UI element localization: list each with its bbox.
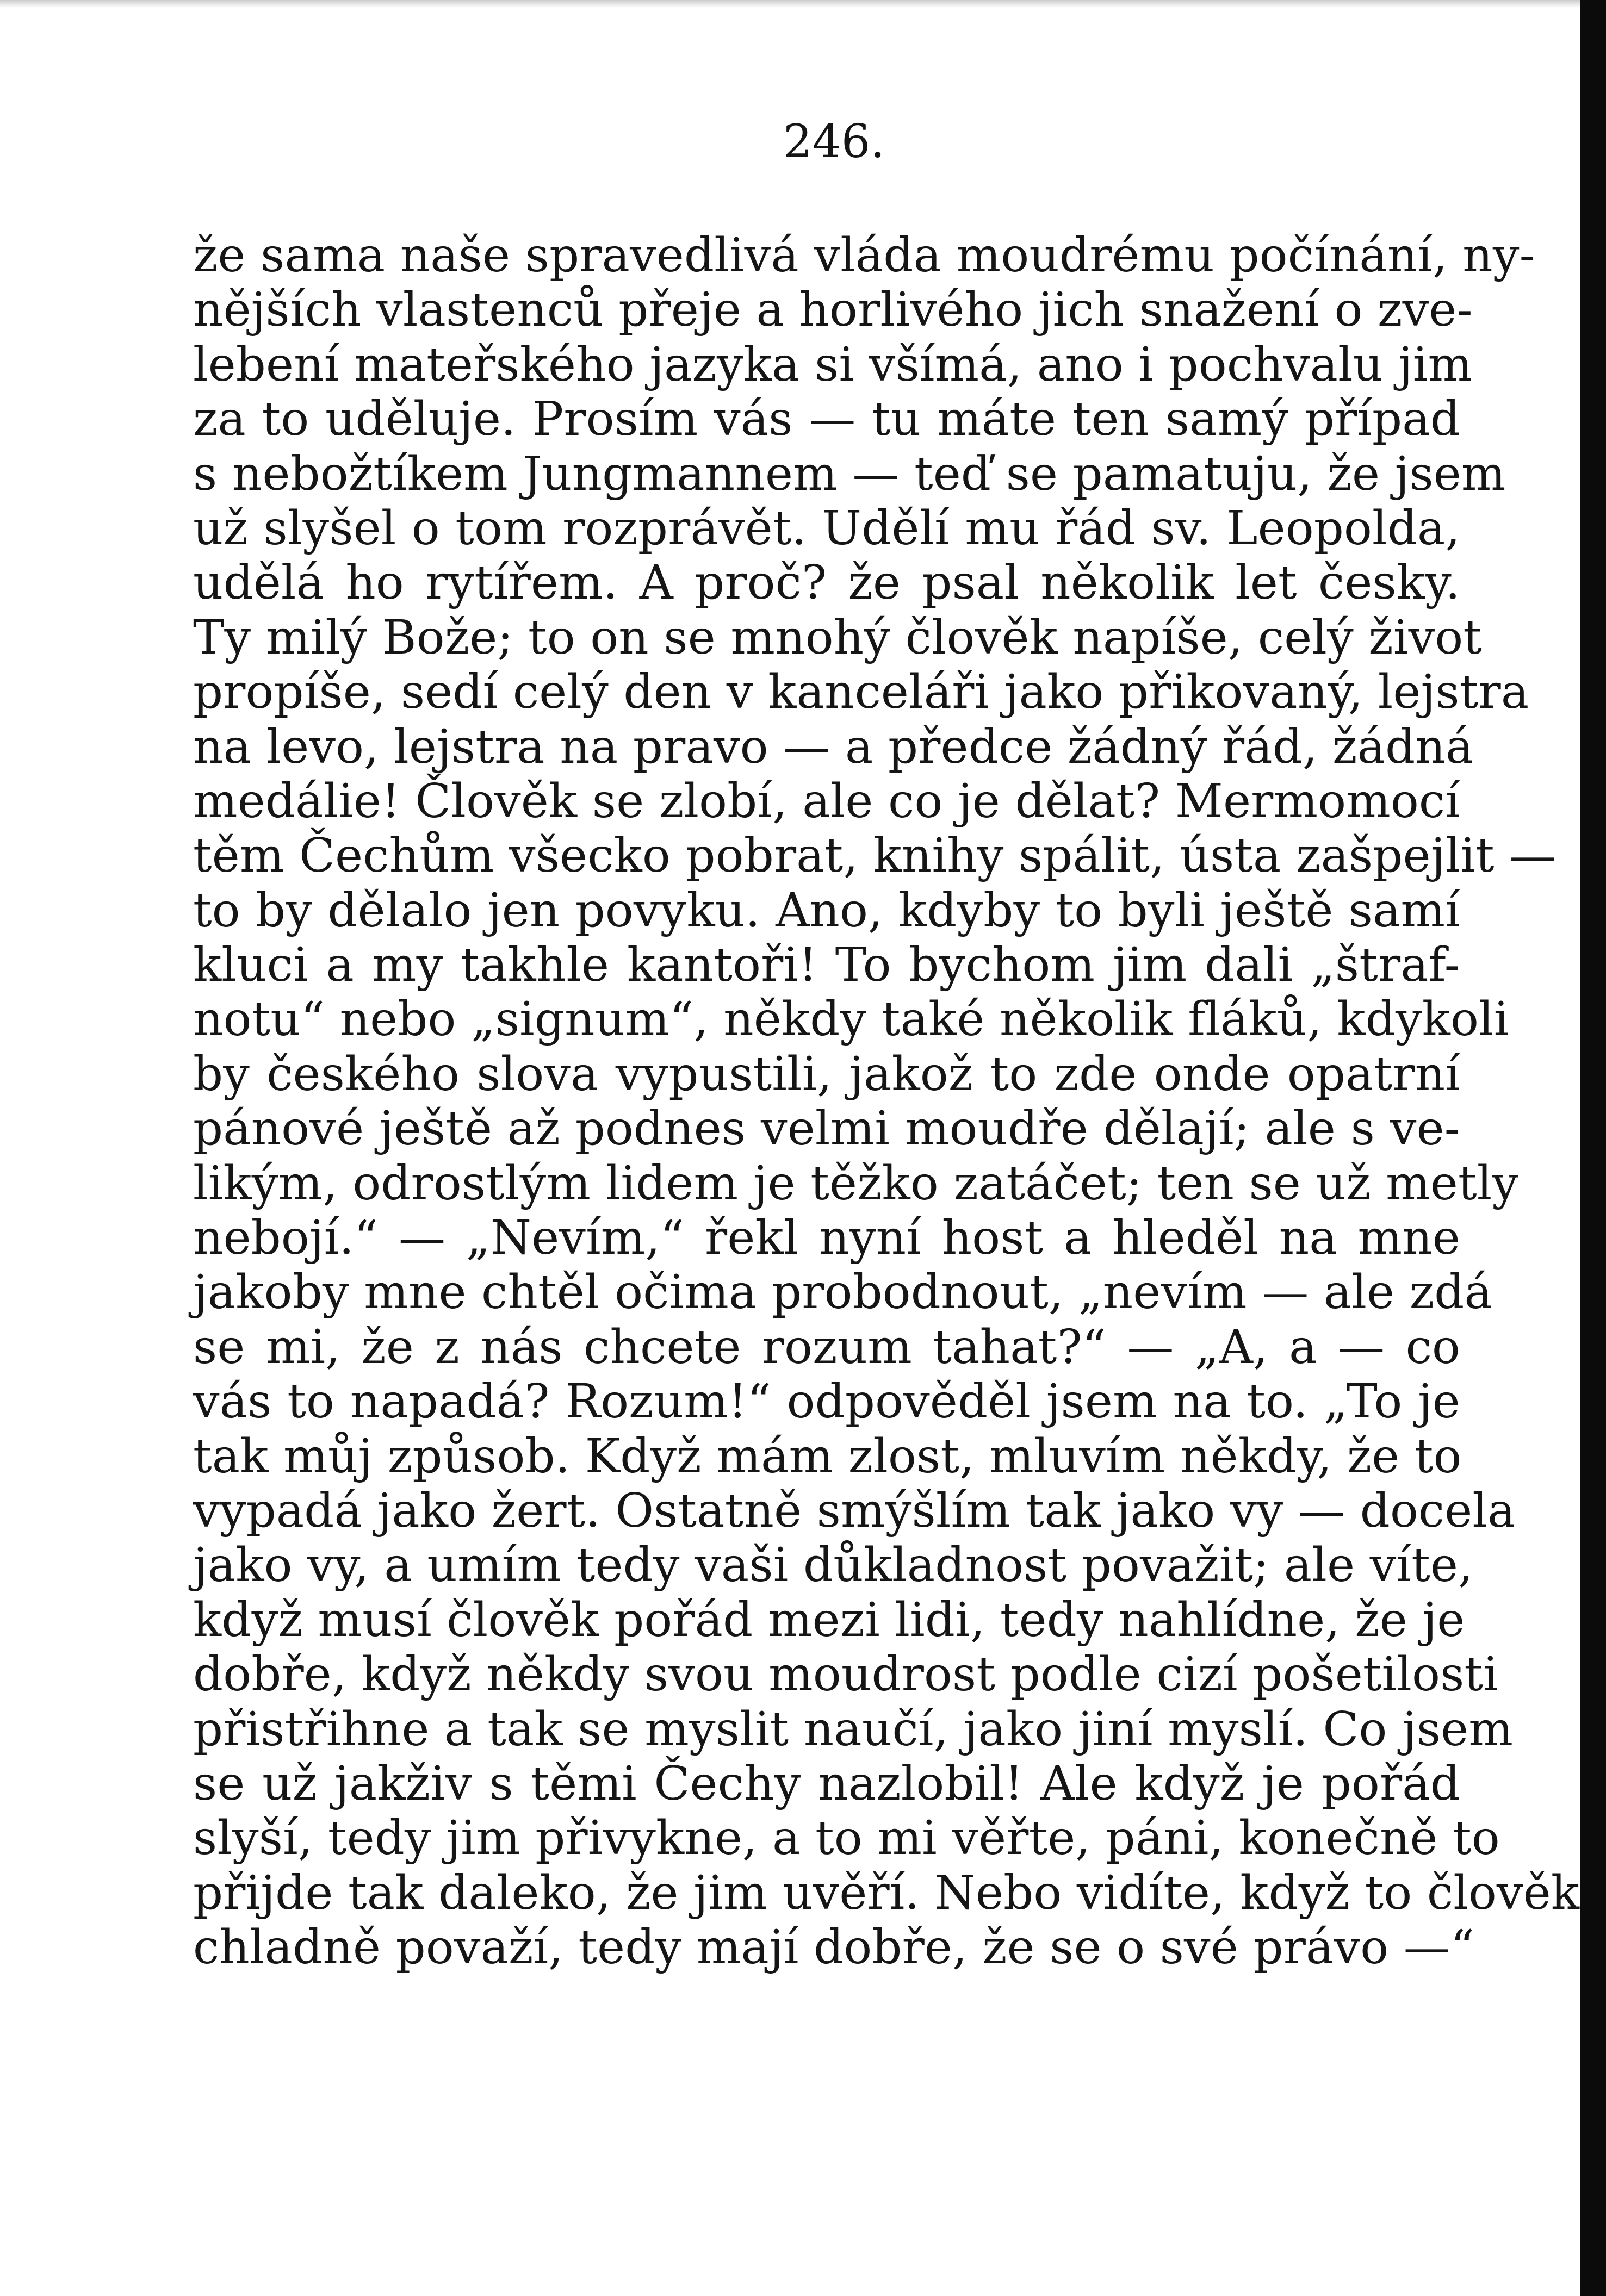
text-line: likým, odrostlým lidem je těžko zatáčet; ten se už metly <box>193 1156 1519 1211</box>
page-top-edge <box>0 0 1580 8</box>
text-line: to by dělalo jen povyku. Ano, kdyby to byli ještě samí <box>193 883 1460 938</box>
scan-border <box>1580 0 1606 2296</box>
text-line: jako vy, a umím tedy vaši důkladnost považit; ale víte, <box>193 1538 1473 1593</box>
text-line: tak můj způsob. Když mám zlost, mluvím někdy, že to <box>193 1429 1462 1484</box>
text-line: chladně považí, tedy mají dobře, že se o své právo —“ <box>193 1920 1475 1975</box>
text-line: s nebožtíkem Jungmannem — teď se pamatuju, že jsem <box>193 446 1506 501</box>
text-line: už slyšel o tom rozprávět. Udělí mu řád sv. Leopolda, <box>193 501 1460 556</box>
text-line: přijde tak daleko, že jim uvěří. Nebo vidíte, když to člověk <box>193 1865 1580 1920</box>
text-line: se mi, že z nás chcete rozum tahat?“ — „A, a — co <box>193 1320 1460 1374</box>
body-text <box>193 228 1580 1975</box>
text-line: vás to napadá? Rozum!“ odpověděl jsem na to. „To je <box>193 1374 1460 1429</box>
text-line: nějších vlastenců přeje a horlivého jich snažení o zve- <box>193 283 1473 338</box>
text-line: na levo, lejstra na pravo — a předce žádný řád, žádná <box>193 719 1474 774</box>
text-line: se už jakživ s těmi Čechy nazlobil! Ale když je pořád <box>193 1756 1460 1811</box>
text-line: notu“ nebo „signum“, někdy také několik fláků, kdykoli <box>193 992 1509 1047</box>
text-line: vypadá jako žert. Ostatně smýšlím tak jako vy — docela <box>193 1483 1516 1538</box>
text-line: medálie! Člověk se zlobí, ale co je dělat? Mermomocí <box>193 774 1460 829</box>
text-line: Ty milý Bože; to on se mnohý člověk napíše, celý život <box>193 610 1483 665</box>
text-line: by českého slova vypustili, jakož to zde onde opatrní <box>193 1047 1460 1102</box>
text-line: když musí člověk pořád mezi lidi, tedy nahlídne, že je <box>193 1592 1465 1647</box>
text-line: přistřihne a tak se myslit naučí, jako jiní myslí. Co jsem <box>193 1702 1514 1757</box>
text-line: že sama naše spravedlivá vláda moudrému počínání, ny- <box>193 228 1535 283</box>
text-line: lebení mateřského jazyka si všímá, ano i pochvalu jim <box>193 337 1473 392</box>
text-line: slyší, tedy jim přivykne, a to mi věřte, páni, konečně to <box>193 1811 1500 1866</box>
text-line: jakoby mne chtěl očima probodnout, „nevím — ale zdá <box>193 1265 1493 1320</box>
text-line: za to uděluje. Prosím vás — tu máte ten samý případ <box>193 392 1460 447</box>
text-line: udělá ho rytířem. A proč? že psal několik let česky. <box>193 556 1460 611</box>
text-line: nebojí.“ — „Nevím,“ řekl nyní host a hleděl na mne <box>193 1211 1460 1266</box>
text-line: kluci a my takhle kantoři! To bychom jim dali „štraf- <box>193 938 1460 993</box>
text-line: propíše, sedí celý den v kanceláři jako přikovaný, lejstra <box>193 665 1529 720</box>
text-line: dobře, když někdy svou moudrost podle cizí pošetilosti <box>193 1647 1498 1702</box>
page-number: 246. <box>783 115 885 168</box>
text-line: těm Čechům všecko pobrat, knihy spálit, ústa zašpejlit — <box>193 829 1557 883</box>
text-line: pánové ještě až podnes velmi moudře dělají; ale s ve- <box>193 1102 1460 1156</box>
